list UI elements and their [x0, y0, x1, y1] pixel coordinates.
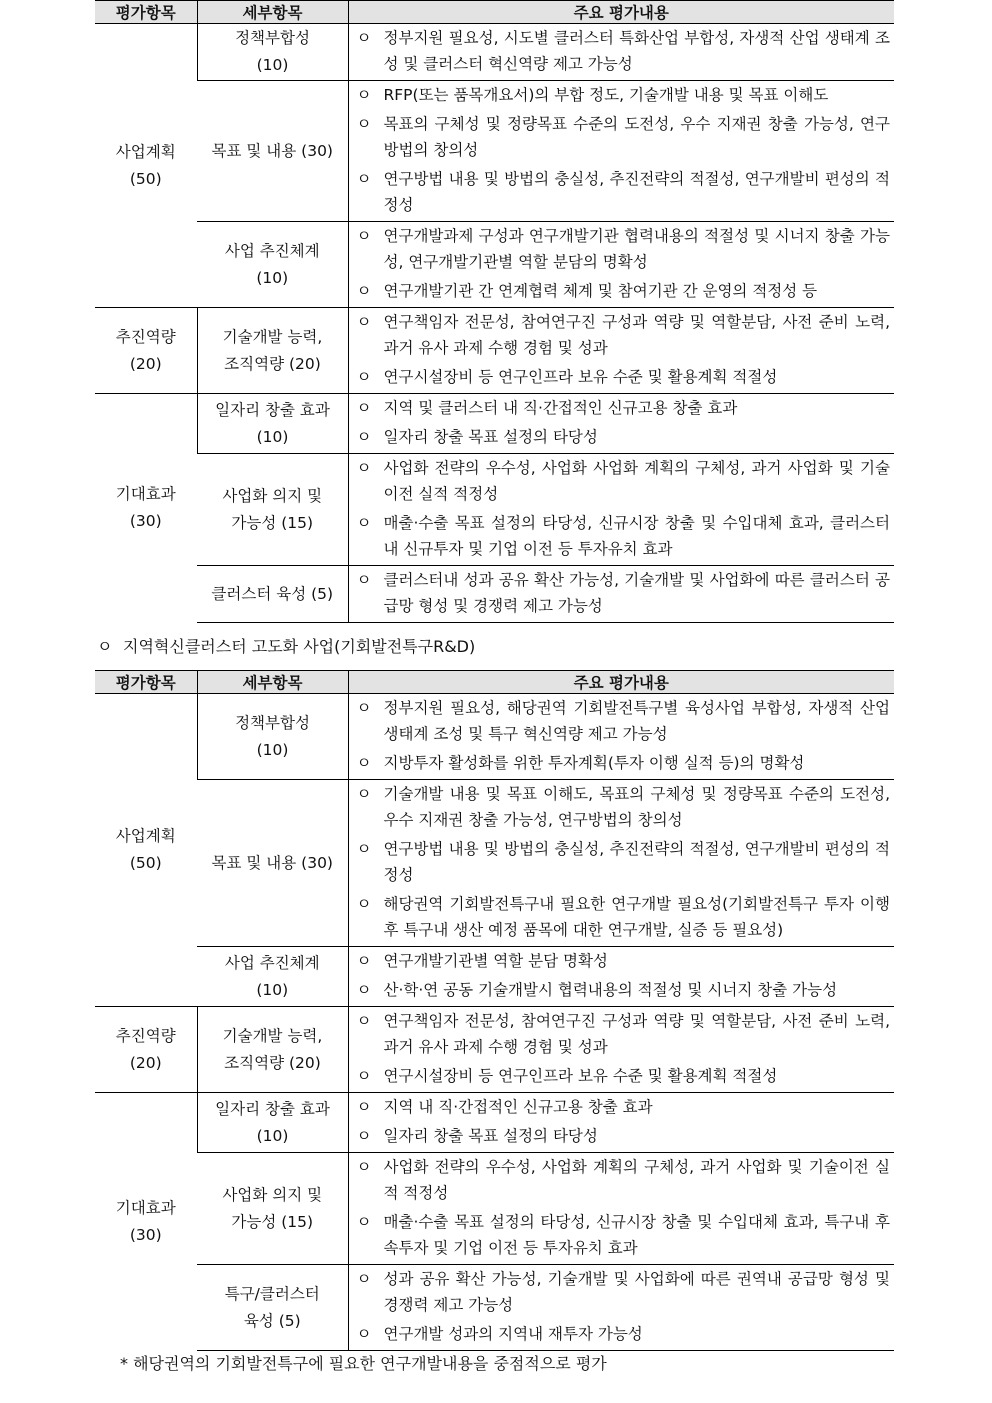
item-bullet: ㅇ: [356, 1270, 372, 1288]
item-text: 목표의 구체성 및 정량목표 수준의 도전성, 우수 지재권 창출 가능성, 연구방법의 창의성: [383, 115, 890, 159]
item-text: 연구방법 내용 및 방법의 충실성, 추진전략의 적절성, 연구개발비 편성의 적정성: [383, 170, 890, 214]
content-item: [357, 510, 891, 562]
content-cell: [348, 947, 894, 1007]
category-label: (20): [129, 1053, 162, 1072]
subcategory-label: (10): [256, 980, 289, 999]
item-bullet: ㅇ: [356, 115, 372, 133]
category-label: (30): [129, 1225, 162, 1244]
subcategory-cell: [197, 694, 348, 780]
item-bullet: ㅇ: [356, 1158, 372, 1176]
content-item: [357, 948, 891, 974]
subcategory-label: 가능성 (15): [231, 1212, 314, 1231]
item-text: 연구개발 성과의 지역내 재투자 가능성: [383, 1325, 643, 1343]
subcategory-label: 목표 및 내용 (30): [211, 853, 333, 872]
content-cell: [348, 566, 894, 623]
subcategory-label: 일자리 창출 효과: [215, 1099, 330, 1118]
content-item: [357, 455, 891, 507]
item-text: 연구시설장비 등 연구인프라 보유 수준 및 활용계획 적절성: [383, 1067, 778, 1085]
table-row: [95, 1093, 894, 1153]
table-row: [95, 1265, 894, 1351]
table-row: [95, 81, 894, 222]
content-item: [357, 1094, 891, 1120]
subcategory-label: 특구/클러스터: [224, 1284, 320, 1303]
subcategory-cell: [197, 81, 348, 222]
content-cell: [348, 308, 894, 394]
subcategory-label: 가능성 (15): [231, 513, 314, 532]
item-bullet: ㅇ: [356, 170, 372, 188]
content-cell: [348, 454, 894, 566]
content-item: [357, 25, 891, 77]
item-bullet: ㅇ: [356, 459, 372, 477]
item-bullet: ㅇ: [356, 754, 372, 772]
subcategory-label: 사업 추진체계: [224, 953, 320, 972]
content-item: [357, 82, 891, 108]
category-label: 사업계획: [115, 142, 176, 161]
subcategory-label: 정책부합성: [235, 713, 310, 732]
category-label: (50): [129, 169, 162, 188]
content-cell: [348, 222, 894, 308]
header-content: 주요 평가내용: [348, 1, 894, 24]
footnote: * 해당권역의 기회발전특구에 필요한 연구개발내용을 중점적으로 평가: [120, 1354, 607, 1373]
content-cell: [348, 81, 894, 222]
content-item: [357, 1063, 891, 1089]
category-label: (50): [129, 854, 162, 872]
item-bullet: ㅇ: [356, 86, 372, 104]
subcategory-label: 사업화 의지 및: [222, 1185, 323, 1204]
item-bullet: ㅇ: [356, 840, 372, 858]
content-item: [357, 1266, 891, 1318]
subcategory-cell: [197, 1153, 348, 1265]
item-text: 성과 공유 확산 가능성, 기술개발 및 사업화에 따른 권역내 공급망 형성 및 경쟁력 제고 가능성: [383, 1270, 890, 1314]
content-cell: [348, 1265, 894, 1351]
content-item: [357, 977, 891, 1003]
item-bullet: ㅇ: [356, 952, 372, 970]
table-row: [95, 24, 894, 81]
item-text: 산·학·연 공동 기술개발시 협력내용의 적절성 및 시너지 창출 가능성: [383, 981, 838, 999]
category-label: 기대효과: [115, 485, 176, 504]
content-item: [357, 1154, 891, 1206]
content-item: [357, 364, 891, 390]
subcategory-cell: [197, 394, 348, 454]
item-text: 일자리 창출 목표 설정의 타당성: [383, 428, 598, 446]
table-row: [95, 308, 894, 394]
category-label: (30): [129, 512, 162, 531]
content-item: [357, 1123, 891, 1149]
category-label: 추진역량: [115, 327, 176, 346]
subcategory-label: 조직역량 (20): [224, 1053, 321, 1072]
header-category: 평가항목: [95, 1, 197, 24]
content-cell: [348, 394, 894, 454]
content-item: [357, 891, 891, 943]
subcategory-label: (10): [256, 740, 289, 759]
content-item: [357, 111, 891, 163]
content-item: [357, 836, 891, 888]
category-label: 기대효과: [115, 1198, 176, 1217]
item-text: 연구방법 내용 및 방법의 충실성, 추진전략의 적절성, 연구개발비 편성의 적정성: [383, 840, 890, 884]
category-cell: [95, 1093, 197, 1351]
item-bullet: ㅇ: [356, 368, 372, 386]
item-bullet: ㅇ: [356, 282, 372, 300]
content-item: [357, 567, 891, 619]
item-text: 연구개발기관 간 연계협력 체계 및 참여기관 간 운영의 적정성 등: [383, 282, 818, 300]
subcategory-label: 사업화 의지 및: [222, 486, 323, 505]
category-cell: [95, 308, 197, 394]
item-bullet: ㅇ: [356, 227, 372, 245]
subcategory-label: (10): [256, 427, 289, 446]
subcategory-cell: [197, 454, 348, 566]
subcategory-label: (10): [256, 56, 289, 74]
content-item: [357, 695, 891, 747]
subcategory-label: 클러스터 육성 (5): [211, 584, 334, 603]
subcategory-cell: [197, 24, 348, 81]
content-item: [357, 781, 891, 833]
item-bullet: ㅇ: [356, 399, 372, 417]
item-bullet: ㅇ: [356, 699, 372, 717]
subcategory-label: 조직역량 (20): [224, 354, 321, 373]
item-bullet: ㅇ: [356, 1012, 372, 1030]
item-text: 클러스터내 성과 공유 확산 가능성, 기술개발 및 사업화에 따른 클러스터 공급망 형성 및 경쟁력 제고 가능성: [383, 571, 890, 615]
evaluation-table-2: [95, 670, 894, 1351]
item-bullet: ㅇ: [356, 981, 372, 999]
item-bullet: ㅇ: [356, 1098, 372, 1116]
category-cell: [95, 694, 197, 1007]
section-title: 지역혁신클러스터 고도화 사업(기회발전특구R&D): [123, 637, 476, 656]
item-text: 일자리 창출 목표 설정의 타당성: [383, 1127, 598, 1145]
table-row: [95, 566, 894, 623]
subcategory-label: 목표 및 내용 (30): [211, 141, 333, 160]
subcategory-cell: [197, 1007, 348, 1093]
content-item: [357, 424, 891, 450]
item-bullet: ㅇ: [356, 1067, 372, 1085]
subcategory-cell: [197, 308, 348, 394]
category-label: (20): [129, 354, 162, 373]
subcategory-label: 기술개발 능력,: [222, 327, 323, 346]
category-cell: [95, 24, 197, 308]
header-subcategory: 세부항목: [197, 1, 348, 24]
table-row: [95, 947, 894, 1007]
item-text: 지방투자 활성화를 위한 투자계획(투자 이행 실적 등)의 명확성: [383, 754, 805, 772]
evaluation-table-1: [95, 0, 894, 623]
item-bullet: ㅇ: [356, 785, 372, 803]
item-bullet: ㅇ: [356, 1213, 372, 1231]
section-heading: [97, 634, 475, 657]
subcategory-cell: [197, 222, 348, 308]
item-text: 해당권역 기회발전특구내 필요한 연구개발 필요성(기회발전특구 투자 이행 후 특구내 생산 예정 품목에 대한 연구개발, 실증 등 필요성): [383, 895, 890, 939]
content-cell: [348, 780, 894, 947]
subcategory-label: (10): [256, 1126, 289, 1145]
table-row: [95, 1153, 894, 1265]
item-text: 연구개발기관별 역할 분담 명확성: [383, 952, 608, 970]
item-text: 사업화 전략의 우수성, 사업화 사업화 계획의 구체성, 과거 사업화 및 기술이전 실적 적정성: [383, 459, 890, 503]
item-bullet: ㅇ: [356, 428, 372, 446]
category-cell: [95, 1007, 197, 1093]
item-text: 지역 및 클러스터 내 직·간접적인 신규고용 창출 효과: [383, 399, 738, 417]
content-item: [357, 1209, 891, 1261]
content-cell: [348, 1007, 894, 1093]
subcategory-cell: [197, 947, 348, 1007]
item-bullet: ㅇ: [356, 895, 372, 913]
table-row: [95, 222, 894, 308]
content-item: [357, 395, 891, 421]
item-text: 사업화 전략의 우수성, 사업화 계획의 구체성, 과거 사업화 및 기술이전 실적 적정성: [383, 1158, 890, 1202]
content-cell: [348, 24, 894, 81]
subcategory-label: 일자리 창출 효과: [215, 400, 330, 419]
item-bullet: ㅇ: [356, 514, 372, 532]
content-cell: [348, 1153, 894, 1265]
item-text: 연구시설장비 등 연구인프라 보유 수준 및 활용계획 적절성: [383, 368, 778, 386]
subcategory-label: 사업 추진체계: [224, 241, 320, 260]
table-row: [95, 454, 894, 566]
table-row: [95, 1007, 894, 1093]
item-text: 지역 내 직·간접적인 신규고용 창출 효과: [383, 1098, 653, 1116]
item-bullet: ㅇ: [356, 571, 372, 589]
subcategory-label: 기술개발 능력,: [222, 1026, 323, 1045]
item-bullet: ㅇ: [356, 1325, 372, 1343]
item-text: 연구책임자 전문성, 참여연구진 구성과 역량 및 역할분담, 사전 준비 노력, 과거 유사 과제 수행 경험 및 성과: [383, 313, 890, 357]
category-label: 추진역량: [115, 1026, 176, 1045]
item-text: 연구책임자 전문성, 참여연구진 구성과 역량 및 역할분담, 사전 준비 노력, 과거 유사 과제 수행 경험 및 성과: [383, 1012, 890, 1056]
category-cell: [95, 394, 197, 623]
item-text: 매출·수출 목표 설정의 타당성, 신규시장 창출 및 수입대체 효과, 클러스터 내 신규투자 및 기업 이전 등 투자유치 효과: [383, 514, 890, 558]
subcategory-label: (10): [256, 268, 289, 287]
section-bullet: ㅇ: [97, 637, 113, 656]
table-row: [95, 394, 894, 454]
subcategory-label: 정책부합성: [235, 29, 310, 47]
item-bullet: ㅇ: [356, 29, 372, 47]
item-text: 정부지원 필요성, 시도별 클러스터 특화산업 부합성, 자생적 산업 생태계 조성 및 클러스터 혁신역량 제고 가능성: [383, 29, 890, 73]
item-bullet: ㅇ: [356, 313, 372, 331]
content-item: [357, 1008, 891, 1060]
header-category: 평가항목: [95, 671, 197, 694]
content-item: [357, 166, 891, 218]
subcategory-cell: [197, 566, 348, 623]
content-cell: [348, 694, 894, 780]
table-row: [95, 780, 894, 947]
item-text: 기술개발 내용 및 목표 이해도, 목표의 구체성 및 정량목표 수준의 도전성, 우수 지재권 창출 가능성, 연구방법의 창의성: [383, 785, 890, 829]
content-item: [357, 750, 891, 776]
item-text: 매출·수출 목표 설정의 타당성, 신규시장 창출 및 수입대체 효과, 특구내 후속투자 및 기업 이전 등 투자유치 효과: [383, 1213, 890, 1257]
item-text: 연구개발과제 구성과 연구개발기관 협력내용의 적절성 및 시너지 창출 가능성, 연구개발기관별 역할 분담의 명확성: [383, 227, 890, 271]
content-item: [357, 309, 891, 361]
item-bullet: ㅇ: [356, 1127, 372, 1145]
subcategory-cell: [197, 780, 348, 947]
content-item: [357, 278, 891, 304]
table-row: [95, 694, 894, 780]
header-subcategory: 세부항목: [197, 671, 348, 694]
subcategory-label: 육성 (5): [243, 1311, 301, 1330]
item-text: 정부지원 필요성, 해당권역 기회발전특구별 육성사업 부합성, 자생적 산업 생태계 조성 및 특구 혁신역량 제고 가능성: [383, 699, 890, 743]
category-label: 사업계획: [115, 827, 176, 845]
table-header-row: [95, 1, 894, 24]
item-text: RFP(또는 품목개요서)의 부합 정도, 기술개발 내용 및 목표 이해도: [383, 86, 829, 104]
subcategory-cell: [197, 1265, 348, 1351]
header-content: 주요 평가내용: [348, 671, 894, 694]
content-cell: [348, 1093, 894, 1153]
content-item: [357, 223, 891, 275]
subcategory-cell: [197, 1093, 348, 1153]
content-item: [357, 1321, 891, 1347]
table-header-row: [95, 671, 894, 694]
